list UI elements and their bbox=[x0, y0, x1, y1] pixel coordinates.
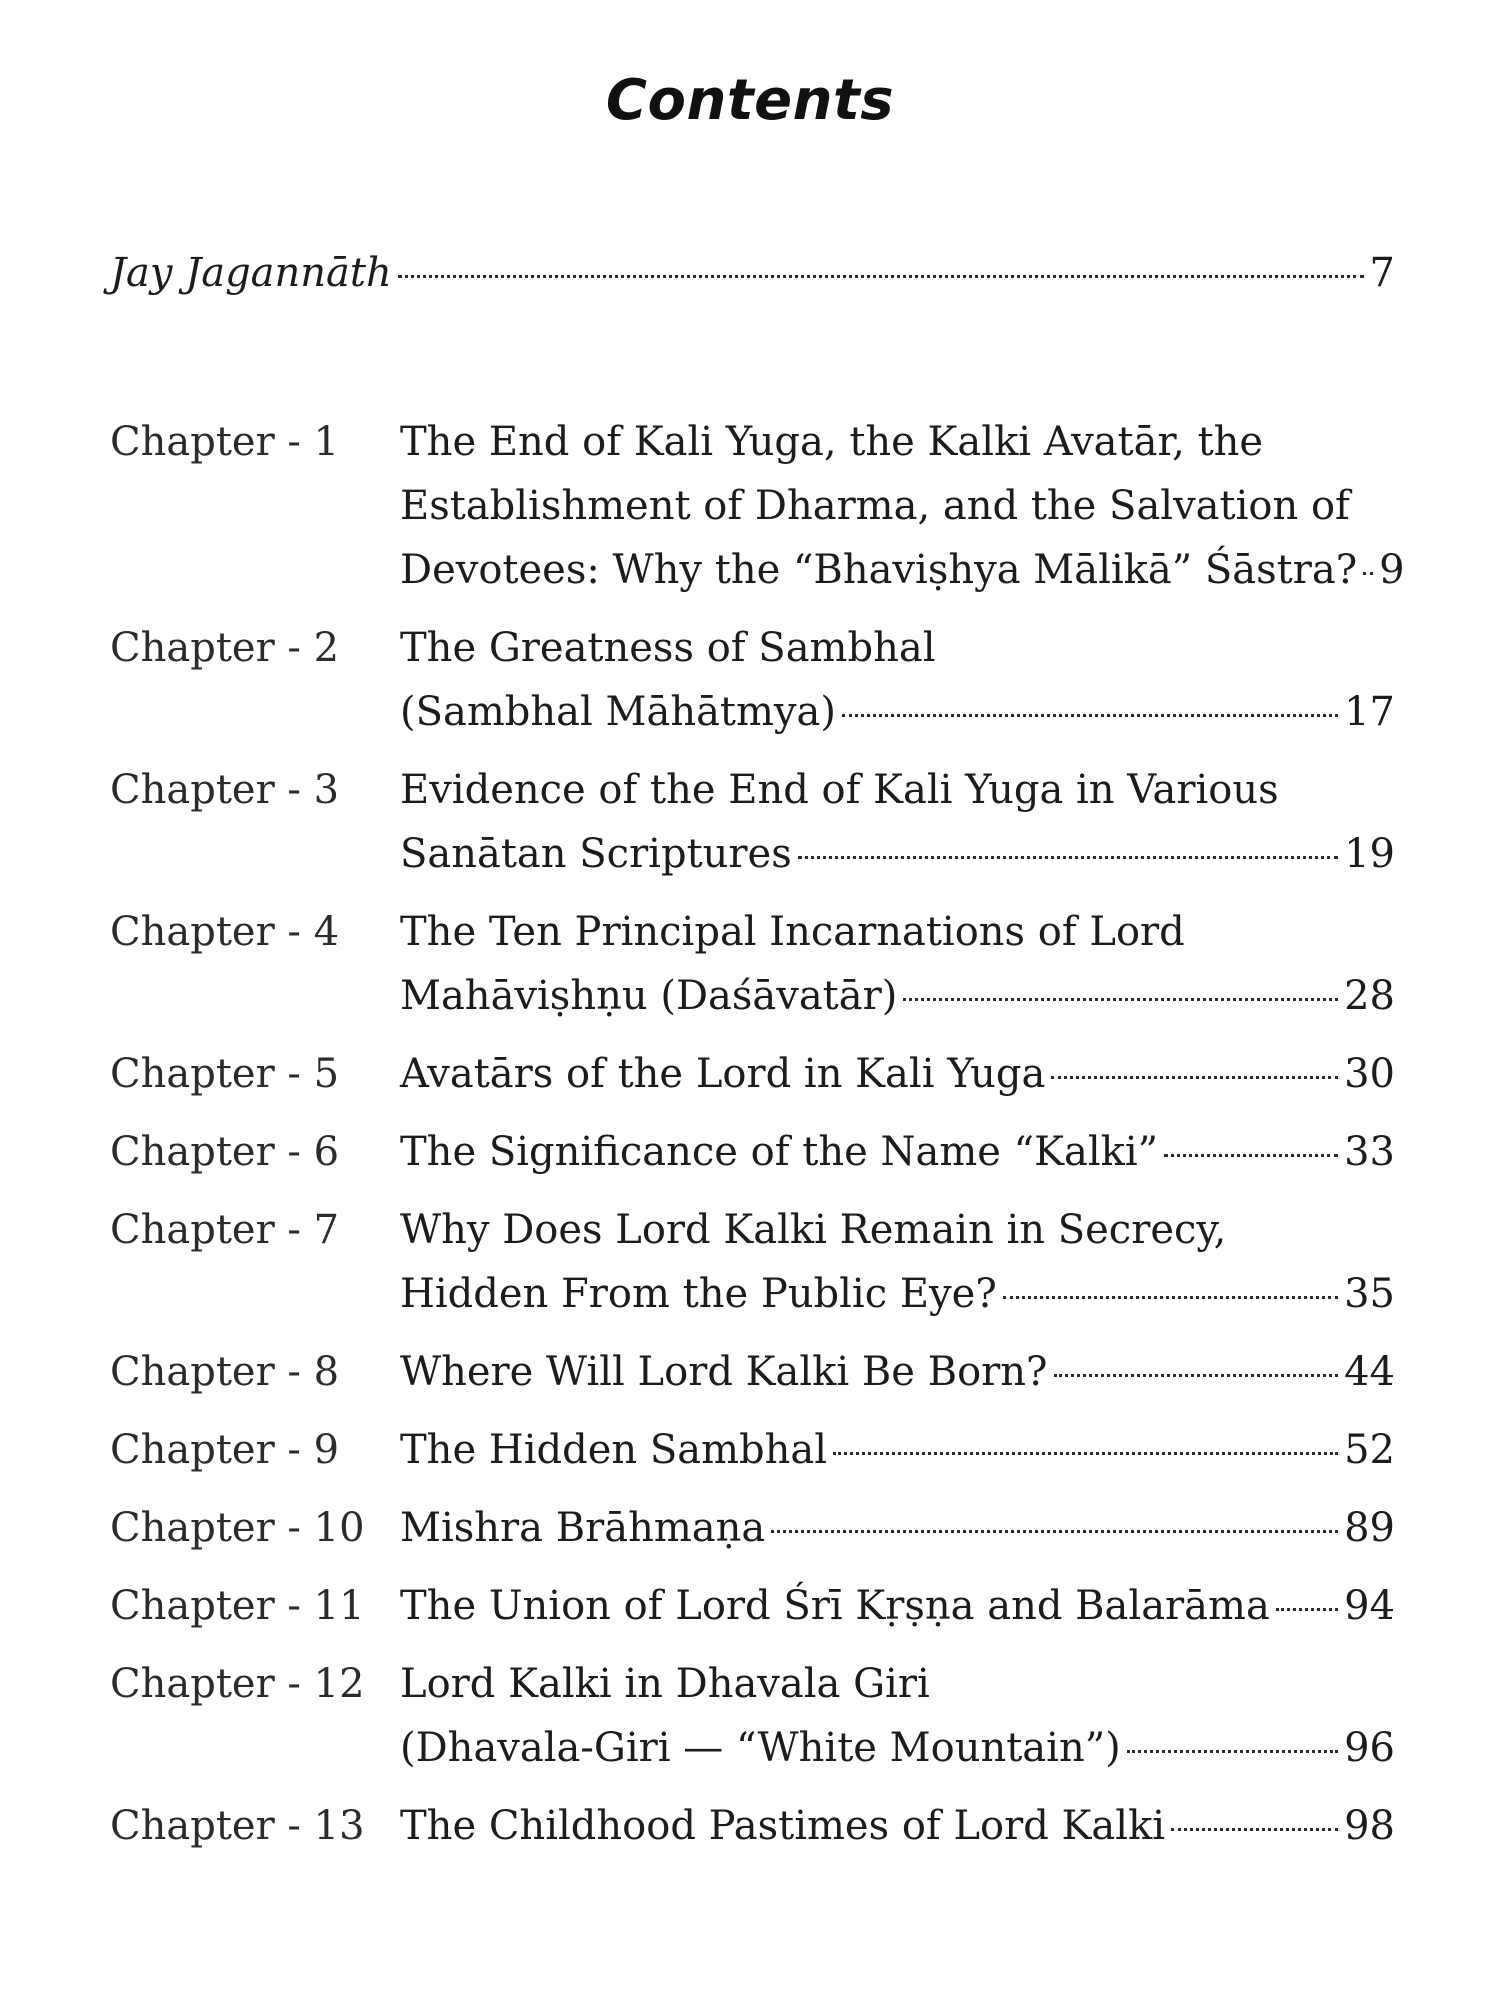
chapter-title-line bbox=[400, 1574, 1395, 1638]
chapter-title-block bbox=[400, 1120, 1395, 1184]
page-number: 96 bbox=[1344, 1725, 1395, 1771]
toc-entry[interactable] bbox=[110, 1652, 1395, 1780]
intro-page-number: 7 bbox=[1369, 250, 1395, 296]
chapter-label: Chapter - 13 bbox=[110, 1803, 365, 1849]
page-number: 28 bbox=[1344, 973, 1395, 1019]
chapter-title-line bbox=[400, 822, 1395, 886]
chapter-title-line bbox=[400, 1262, 1395, 1326]
dot-leader bbox=[798, 856, 1338, 859]
chapter-title-line bbox=[400, 410, 1405, 474]
toc-entry[interactable] bbox=[110, 410, 1405, 602]
chapter-label: Chapter - 12 bbox=[110, 1661, 365, 1707]
chapter-title-block bbox=[400, 900, 1395, 1028]
chapter-title-line bbox=[400, 1340, 1395, 1404]
chapter-title-line bbox=[400, 474, 1405, 538]
toc-entry[interactable] bbox=[110, 758, 1395, 886]
chapter-title-text: The Ten Principal Incarnations of Lord bbox=[400, 909, 1185, 955]
toc-entry[interactable] bbox=[110, 616, 1395, 744]
chapter-title-text: Mahāviṣhṇu (Daśāvatār) bbox=[400, 973, 898, 1019]
chapter-title-text: Establishment of Dharma, and the Salvation of bbox=[400, 483, 1350, 529]
chapter-label: Chapter - 2 bbox=[110, 625, 340, 671]
toc-entry[interactable] bbox=[110, 1574, 1395, 1638]
dot-leader bbox=[1363, 572, 1373, 575]
chapter-title-block bbox=[400, 1198, 1395, 1326]
toc-entry[interactable] bbox=[110, 1340, 1395, 1404]
toc-intro-entry[interactable] bbox=[110, 250, 1395, 296]
toc-entry[interactable] bbox=[110, 1042, 1395, 1106]
toc-entry[interactable] bbox=[110, 1120, 1395, 1184]
chapter-title-block bbox=[400, 1340, 1395, 1404]
chapter-title-text: Avatārs of the Lord in Kali Yuga bbox=[400, 1051, 1046, 1097]
dot-leader bbox=[1276, 1608, 1338, 1611]
page-number: 89 bbox=[1344, 1505, 1395, 1551]
chapter-title-text: Hidden From the Public Eye? bbox=[400, 1271, 997, 1317]
chapter-label: Chapter - 10 bbox=[110, 1505, 365, 1551]
chapter-title-text: The Significance of the Name “Kalki” bbox=[400, 1129, 1159, 1175]
chapter-title-line bbox=[400, 538, 1405, 602]
chapter-title-line bbox=[400, 616, 1395, 680]
chapter-title-line bbox=[400, 1418, 1395, 1482]
page-number: 52 bbox=[1344, 1427, 1395, 1473]
chapter-title-text: The End of Kali Yuga, the Kalki Avatār, the bbox=[400, 419, 1264, 465]
chapter-label: Chapter - 11 bbox=[110, 1583, 365, 1629]
chapter-title-text: Devotees: Why the “Bhaviṣhya Mālikā” Śāstra? bbox=[400, 547, 1358, 593]
chapter-title-text: The Hidden Sambhal bbox=[400, 1427, 828, 1473]
chapter-title-text: The Childhood Pastimes of Lord Kalki bbox=[400, 1803, 1166, 1849]
chapter-title-text: (Sambhal Māhātmya) bbox=[400, 689, 836, 735]
dot-leader bbox=[1171, 1828, 1338, 1831]
dot-leader bbox=[1127, 1750, 1338, 1753]
chapter-title-text: Where Will Lord Kalki Be Born? bbox=[400, 1349, 1048, 1395]
chapter-title-text: Why Does Lord Kalki Remain in Secrecy, bbox=[400, 1207, 1227, 1253]
page-number: 35 bbox=[1344, 1271, 1395, 1317]
page-number: 17 bbox=[1344, 689, 1395, 735]
toc-entry[interactable] bbox=[110, 1496, 1395, 1560]
chapter-label: Chapter - 9 bbox=[110, 1427, 340, 1473]
chapter-title-text: Mishra Brāhmaṇa bbox=[400, 1505, 766, 1551]
page-number: 44 bbox=[1344, 1349, 1395, 1395]
chapter-title-line bbox=[400, 1716, 1395, 1780]
dot-leader bbox=[842, 714, 1338, 717]
toc-entry[interactable] bbox=[110, 1198, 1395, 1326]
chapter-label: Chapter - 5 bbox=[110, 1051, 340, 1097]
chapter-title-text: Evidence of the End of Kali Yuga in Various bbox=[400, 767, 1279, 813]
chapter-title-text: (Dhavala-Giri — “White Mountain”) bbox=[400, 1725, 1121, 1771]
chapter-title-block bbox=[400, 1794, 1395, 1858]
toc-entry[interactable] bbox=[110, 900, 1395, 1028]
chapter-title-line bbox=[400, 1652, 1395, 1716]
chapter-title-line bbox=[400, 900, 1395, 964]
chapter-title-text: Lord Kalki in Dhavala Giri bbox=[400, 1661, 930, 1707]
page-number: 33 bbox=[1344, 1129, 1395, 1175]
chapter-title-text: The Union of Lord Śrī Kṛṣṇa and Balarāma bbox=[400, 1583, 1270, 1629]
dot-leader bbox=[903, 998, 1338, 1001]
chapter-title-block bbox=[400, 1496, 1395, 1560]
dot-leader bbox=[833, 1452, 1338, 1455]
chapter-label: Chapter - 3 bbox=[110, 767, 340, 813]
chapter-title-line bbox=[400, 758, 1395, 822]
page-title: Contents bbox=[605, 68, 895, 133]
dot-leader bbox=[771, 1530, 1338, 1533]
dot-leader bbox=[1054, 1374, 1339, 1377]
table-of-contents bbox=[110, 410, 1405, 1872]
chapter-title-block bbox=[400, 1418, 1395, 1482]
chapter-label: Chapter - 4 bbox=[110, 909, 340, 955]
chapter-title-line bbox=[400, 1120, 1395, 1184]
chapter-title-block bbox=[400, 410, 1405, 602]
chapter-label: Chapter - 1 bbox=[110, 419, 340, 465]
toc-entry[interactable] bbox=[110, 1418, 1395, 1482]
chapter-title-line bbox=[400, 1042, 1395, 1106]
chapter-title-block bbox=[400, 1652, 1395, 1780]
page-number: 19 bbox=[1344, 831, 1395, 877]
chapter-title-text: Sanātan Scriptures bbox=[400, 831, 792, 877]
chapter-label: Chapter - 7 bbox=[110, 1207, 340, 1253]
chapter-label: Chapter - 6 bbox=[110, 1129, 340, 1175]
chapter-title-text: The Greatness of Sambhal bbox=[400, 625, 936, 671]
chapter-title-line bbox=[400, 1198, 1395, 1262]
dot-leader bbox=[1051, 1076, 1338, 1079]
chapter-title-block bbox=[400, 1042, 1395, 1106]
page-number: 30 bbox=[1344, 1051, 1395, 1097]
page-number: 94 bbox=[1344, 1583, 1395, 1629]
toc-entry[interactable] bbox=[110, 1794, 1395, 1858]
chapter-title-block bbox=[400, 758, 1395, 886]
chapter-title-line bbox=[400, 680, 1395, 744]
chapter-title-line bbox=[400, 964, 1395, 1028]
dot-leader bbox=[1003, 1296, 1338, 1299]
chapter-title-line bbox=[400, 1496, 1395, 1560]
chapter-title-block bbox=[400, 1574, 1395, 1638]
chapter-title-line bbox=[400, 1794, 1395, 1858]
chapter-label: Chapter - 8 bbox=[110, 1349, 340, 1395]
dot-leader bbox=[398, 275, 1364, 278]
chapter-title-block bbox=[400, 616, 1395, 744]
page-number: 9 bbox=[1379, 547, 1405, 593]
dot-leader bbox=[1164, 1154, 1338, 1157]
intro-label: Jay Jagannāth bbox=[110, 250, 392, 296]
page-number: 98 bbox=[1344, 1803, 1395, 1849]
